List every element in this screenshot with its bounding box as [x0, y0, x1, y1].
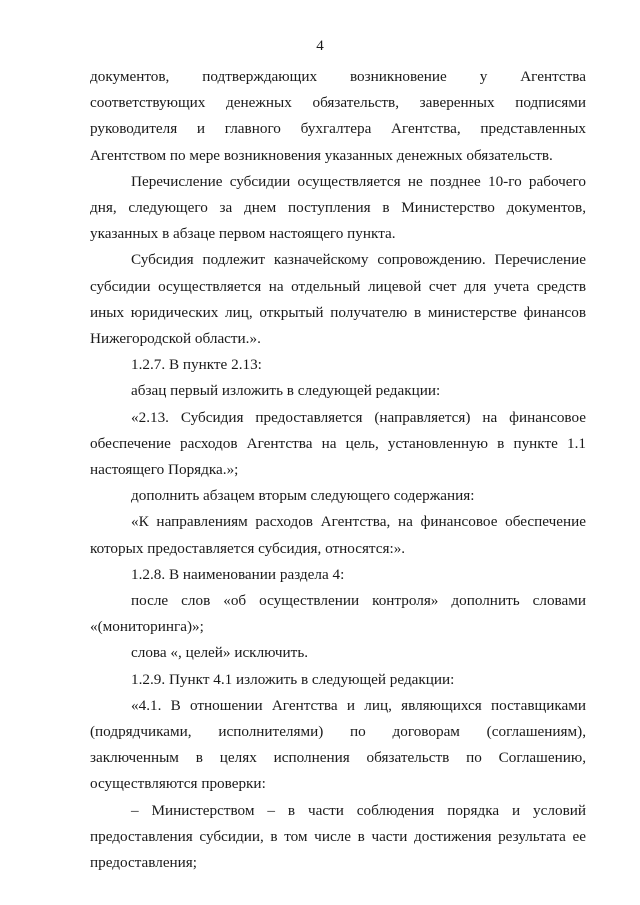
paragraph-2: Перечисление субсидии осуществляется не позднее 10-го рабочего дня, следующего за днем поступления в Министерство документов, указанных в абзаце первом настоящего пункта. [90, 172, 586, 243]
paragraph-6: «2.13. Субсидия предоставляется (направляется) на финансовое обеспечение расходов Агентства на цель, установленную в пункте 1.1 настоящего Порядка.»; [90, 408, 586, 479]
paragraph-3: Субсидия подлежит казначейскому сопровождению. Перечисление субсидии осуществляется на отдельный лицевой счет для учета средств иных юридических лиц, открытый получателю в министерстве финансов Нижегородской области.». [90, 251, 586, 348]
paragraph-7: дополнить абзацем вторым следующего содержания: [131, 487, 475, 505]
paragraph-9: 1.2.8. В наименовании раздела 4: [131, 565, 345, 583]
paragraph-8: «К направлениям расходов Агентства, на финансовое обеспечение которых предоставляется субсидия, относятся:». [90, 513, 586, 557]
paragraph-12: 1.2.9. Пункт 4.1 изложить в следующей редакции: [131, 670, 455, 688]
document-body [90, 64, 586, 876]
paragraph-1: документов, подтверждающих возникновение у Агентства соответствующих денежных обязательств, заверенных подписями руководителя и главного бухгалтера Агентства, представленных Агентством по мере возникновения указанных денежных обязательств. [90, 68, 586, 164]
paragraph-4: 1.2.7. В пункте 2.13: [131, 356, 262, 374]
paragraph-14: – Министерством – в части соблюдения порядка и условий предоставления субсидии, в том числе в части достижения результата ее предоставления; [90, 801, 586, 872]
paragraph-10: после слов «об осуществлении контроля» дополнить словами «(мониторинга)»; [90, 592, 586, 636]
paragraph-5: абзац первый изложить в следующей редакции: [131, 382, 441, 400]
page-number: 4 [316, 38, 324, 54]
paragraph-13: «4.1. В отношении Агентства и лиц, являющихся поставщиками (подрядчиками, исполнителями) по договорам (соглашениям), заключенным в целях исполнения обязательств по Соглашению, осуществляются проверки: [90, 696, 586, 793]
paragraph-11: слова «, целей» исключить. [131, 644, 309, 662]
